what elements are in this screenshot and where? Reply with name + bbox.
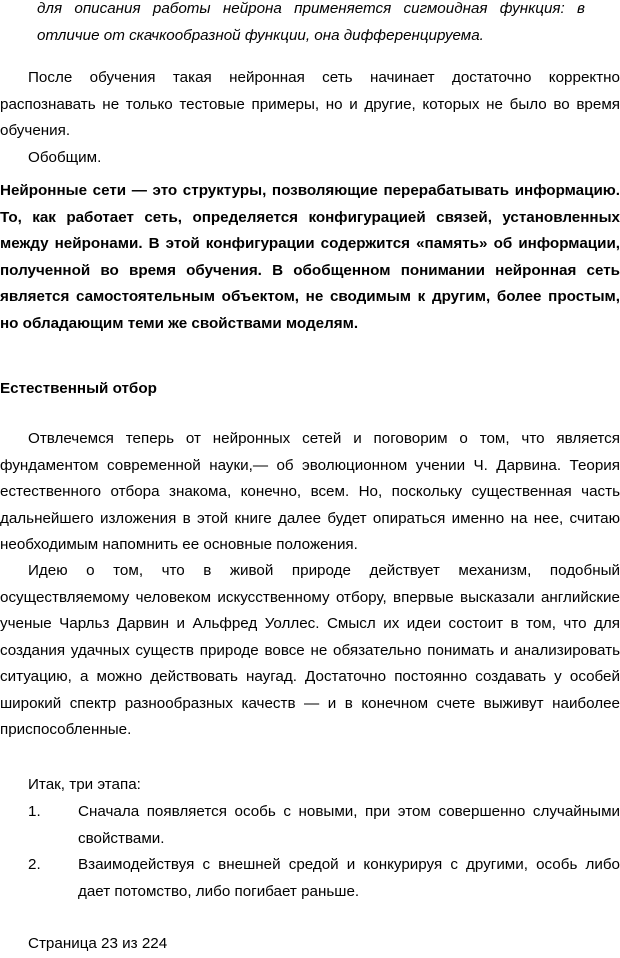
- section-heading: Естественный отбор: [0, 380, 157, 397]
- after-training-paragraph: После обучения такая нейронная сеть начинает достаточно корректно распознавать не только тестовые примеры, но и другие, которых не было во время обучения.: [0, 69, 620, 139]
- idea-paragraph: Идею о том, что в живой природе действует механизм, подобный осуществляемому человеком искусственному отбору, впервые высказали английские ученые Чарльз Дарвин и Альфред Уоллес. Смысл их идеи состоит в том, что для создания удачных существ природе вовсе не обязательно понимать и анализировать ситуацию, а можно действовать наугад. Достаточно постоянно создавать у особей широкий спектр разнообразных качеств — и в конечном счете выживут наиболее приспособленные.: [0, 562, 620, 738]
- stages-lead: Итак, три этапа:: [28, 776, 141, 793]
- page-number: Страница 23 из 224: [28, 935, 168, 952]
- summary-bold-paragraph: Нейронные сети — это структуры, позволяющие перерабатывать информацию. То, как работает сеть, определяется конфигурацией связей, установленных между нейронами. В этой конфигурации содержится «память» об информации, полученной во время обучения. В обобщенном понимании нейронная сеть является самостоятельным объектом, не сводимым к другим, более простым, но обладающим теми же свойствами моделям.: [0, 182, 620, 332]
- list-item-text: Взаимодействуя с внешней средой и конкурируя с другими, особь либо дает потомство, либо погибает раньше.: [78, 856, 620, 900]
- summary-lead: Обобщим.: [28, 149, 102, 166]
- list-item-text: Сначала появляется особь с новыми, при этом совершенно случайными свойствами.: [78, 803, 620, 847]
- darwin-intro-paragraph: Отвлечемся теперь от нейронных сетей и поговорим о том, что является фундаментом современной науки,— об эволюционном учении Ч. Дарвина. Теория естественного отбора знакома, конечно, всем. Но, поскольку существенная часть дальнейшего изложения в этой книге далее будет опираться именно на нее, считаю необходимым напомнить ее основные положения.: [0, 430, 620, 553]
- list-item-number: 1.: [28, 803, 41, 820]
- list-item-number: 2.: [28, 856, 41, 873]
- intro-italic-paragraph: для описания работы нейрона применяется сигмоидная функция: в отличие от скачкообразной функции, она дифференцируема.: [37, 0, 585, 44]
